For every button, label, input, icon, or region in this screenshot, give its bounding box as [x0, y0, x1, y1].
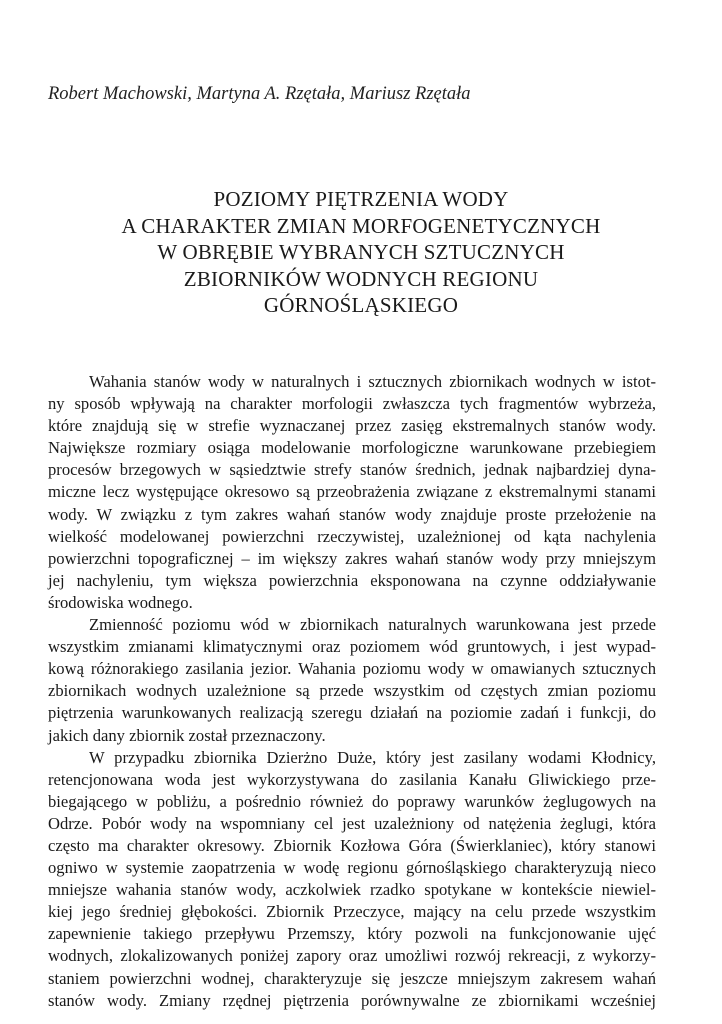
text-line: wodnych, zlokalizowanych poniżej zapory oraz umożliwi rozwój rekreacji, z wykorzy- [48, 946, 656, 966]
text-line: kową różnorakiego zasilania jezior. Wahania poziomu wody w omawianych sztucznych [48, 659, 656, 679]
paragraph [48, 747, 656, 1012]
text-line: wszystkim zmianami klimatycznymi oraz poziomem wód gruntowych, i jest wypad- [48, 637, 656, 657]
text-line: piętrzenia warunkowanych realizacją szeregu działań na poziomie zadań i funkcji, do [48, 703, 656, 723]
text-line: ogniwo w systemie zaopatrzenia w wodę regionu górnośląskiego charakteryzują nieco [48, 858, 656, 878]
text-line: często ma charakter okresowy. Zbiornik Kozłowa Góra (Świerklaniec), który stanowi [48, 835, 656, 855]
text-line: Odrze. Pobór wody na wspomniany cel jest uzależniony od natężenia żeglugi, która [48, 813, 656, 833]
text-line: Największe rozmiary osiąga modelowanie morfologiczne warunkowane przebiegiem [48, 438, 656, 458]
article-title [40, 186, 682, 319]
text-line: jakich dany zbiornik został przeznaczony. [48, 725, 326, 745]
text-line: W przypadku zbiornika Dzierżno Duże, który jest zasilany wodami Kłodnicy, [89, 747, 656, 767]
text-line: wody. W związku z tym zakres wahań stanów wody znajduje proste przełożenie na [48, 504, 656, 524]
text-line: wielkość modelowanej powierzchni rzeczywistej, uzależnionej od kąta nachylenia [48, 526, 656, 546]
text-line: Wahania stanów wody w naturalnych i sztucznych zbiornikach wodnych w istot- [89, 372, 656, 391]
text-line: środowiska wodnego. [48, 592, 193, 612]
paragraph [48, 371, 656, 614]
text-line: stanów wody. Zmiany rzędnej piętrzenia porównywalne ze zbiornikami wcześniej [48, 990, 656, 1010]
text-line: retencjonowana woda jest wykorzystywana do zasilania Kanału Gliwickiego prze- [48, 769, 656, 789]
text-line: powierzchni topograficznej – im większy zakres wahań stanów wody przy mniejszym [48, 548, 656, 568]
text-line: staniem powierzchni wodnej, charakteryzuje się jeszcze mniejszym zakresem wahań [48, 968, 656, 988]
text-line: kiej jego średniej głębokości. Zbiornik Przeczyce, mający na celu przede wszystkim [48, 902, 656, 922]
text-line: procesów brzegowych w sąsiedztwie strefy stanów średnich, jednak najbardziej dyna- [48, 460, 656, 480]
text-line: mniejsze wahania stanów wody, aczkolwiek rzadko spotykane w kontekście niewiel- [48, 880, 656, 900]
text-line: jej nachyleniu, tym większa powierzchnia eksponowana na czynne oddziaływanie [48, 570, 656, 590]
text-line: zbiornikach wodnych uzależnione są przede wszystkim od częstych zmian poziomu [48, 681, 656, 701]
text-line: ny sposób wpływają na charakter morfologii zwłaszcza tych fragmentów wybrzeża, [48, 394, 656, 414]
title-line: POZIOMY PIĘTRZENIA WODY [213, 187, 509, 211]
title-line: GÓRNOŚLĄSKIEGO [263, 293, 459, 317]
text-line: zapewnienie takiego przepływu Przemszy, który pozwoli na funkcjonowanie ujęć [48, 924, 656, 944]
text-line: miczne lecz występujące okresowo są przeobrażenia związane z ekstremalnymi stanami [48, 482, 656, 502]
title-line: W OBRĘBIE WYBRANYCH SZTUCZNYCH [157, 240, 565, 264]
text-line: które znajdują się w strefie wyznaczanej przez zasięg ekstremalnych stanów wody. [48, 416, 656, 436]
authors-line: Robert Machowski, Martyna A. Rzętała, Mariusz Rzętała [48, 84, 471, 104]
paragraph [48, 614, 656, 747]
text-line: biegającego w pobliżu, a pośrednio również do poprawy warunków żeglugowych na [48, 791, 656, 811]
title-line: A CHARAKTER ZMIAN MORFOGENETYCZNYCH [121, 213, 601, 238]
title-line: ZBIORNIKÓW WODNYCH REGIONU [183, 266, 539, 291]
body-text [48, 371, 656, 1012]
text-line: Zmienność poziomu wód w zbiornikach naturalnych warunkowana jest przede [89, 615, 656, 635]
